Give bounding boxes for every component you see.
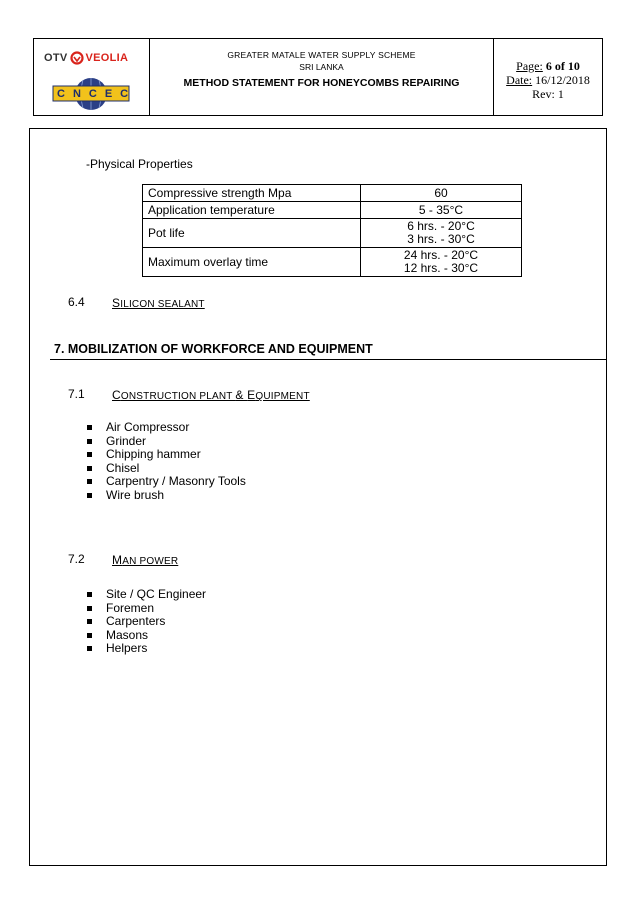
physical-properties-table [142,184,522,277]
document-title: METHOD STATEMENT FOR HONEYCOMBS REPAIRING [183,77,460,89]
veolia-mark-icon [70,51,84,65]
section-7-1-number: 7.1 [68,387,85,401]
country: SRI LANKA [299,62,344,72]
table-cell-label: Application temperature [143,202,361,219]
physical-properties-heading: -Physical Properties [86,157,193,171]
header-meta-cell [494,39,602,115]
section-7-1-title: CONSTRUCTION PLANT & EQUIPMENT [112,388,310,402]
section-6-4-number: 6.4 [68,295,85,309]
section-7-rule [50,359,606,360]
list-item: Foremen [86,602,206,616]
list-item: Air Compressor [86,421,246,435]
header-title-cell [150,39,494,115]
list-item: Wire brush [86,489,246,503]
list-item: Carpenters [86,615,206,629]
otv-veolia-logo: OTV VEOLIA [44,52,129,64]
document-date: Date: 16/12/2018 [506,73,590,87]
revision: Rev: 1 [532,87,564,101]
table-row [143,185,522,202]
table-row [143,202,522,219]
table-cell-label: Pot life [143,219,361,248]
section-7-2-number: 7.2 [68,552,85,566]
section-7-2-title: MAN POWER [112,553,179,567]
section-6-4-title: SILICON SEALANT [112,296,205,310]
list-item: Site / QC Engineer [86,588,206,602]
equipment-list [86,421,246,503]
list-item: Chipping hammer [86,448,246,462]
table-row [143,219,522,248]
list-item: Masons [86,629,206,643]
table-row [143,248,522,277]
page-number: Page: 6 of 10 [516,59,580,73]
section-7-heading: 7. MOBILIZATION OF WORKFORCE AND EQUIPMENT [54,342,373,356]
manpower-list [86,588,206,656]
list-item: Grinder [86,435,246,449]
table-cell-value: 60 [361,185,522,202]
cncec-letters: CNCEC [57,88,137,100]
table-cell-label: Maximum overlay time [143,248,361,277]
list-item: Chisel [86,462,246,476]
page-header [33,38,603,116]
list-item: Carpentry / Masonry Tools [86,475,246,489]
table-cell-value: 6 hrs. - 20°C 3 hrs. - 30°C [361,219,522,248]
table-cell-value: 5 - 35°C [361,202,522,219]
content-frame [29,128,607,866]
table-cell-label: Compressive strength Mpa [143,185,361,202]
list-item: Helpers [86,642,206,656]
table-cell-value: 24 hrs. - 20°C 12 hrs. - 30°C [361,248,522,277]
logo-cell [34,39,150,115]
project-name: GREATER MATALE WATER SUPPLY SCHEME [227,50,416,60]
